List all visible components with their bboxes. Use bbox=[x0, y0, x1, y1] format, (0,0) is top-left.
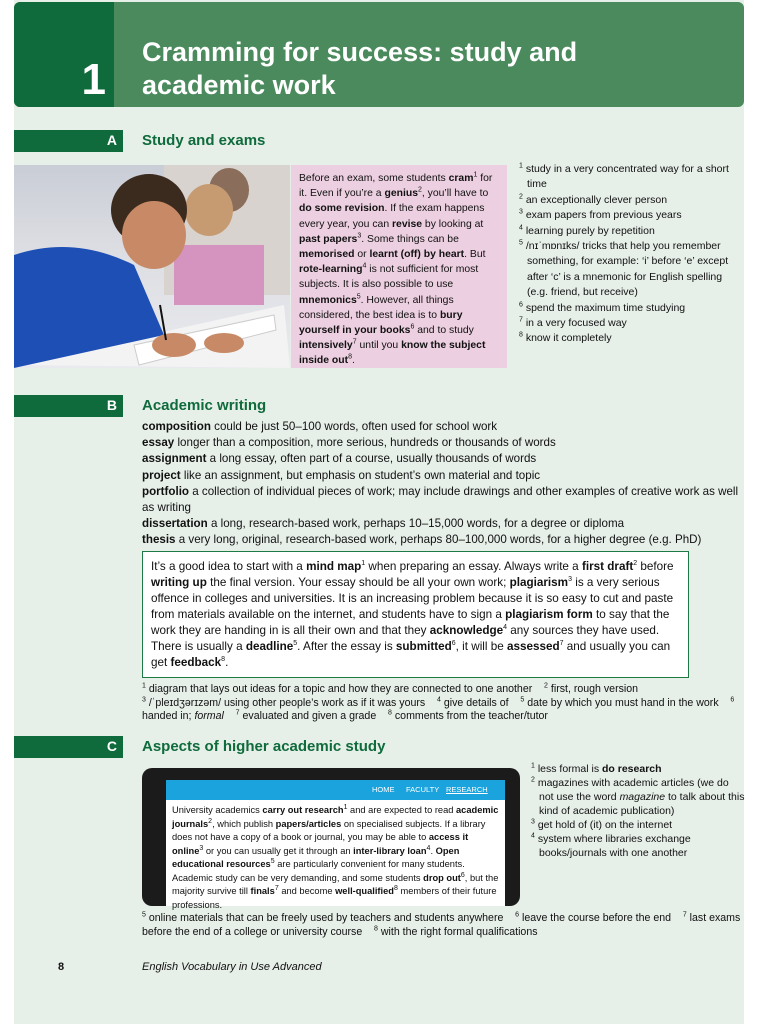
footnote-a-5: $^5$ /nɪˈmɒnɪks/ tricks that help you remember something, for example: ‘i’ before ‘e’ except after ‘c’ is a mnemonic for English spelling (e.g. friend, but receive) bbox=[519, 239, 729, 299]
footnote-a-3: $^3$ exam papers from previous years bbox=[519, 208, 682, 222]
definition-list bbox=[142, 419, 742, 549]
study-exams-text: Before an exam, some students cram$^1$ for it. Even if you’re a genius$^2$, you’ll have to do some revision. If the exam happens every year, you can revise by looking at past papers$^3$. Some things can be memorised or learnt (off) by heart. But rote-learning$^4$ is not sufficient for most subjects. It is also possible to use mnemonics$^5$. However, all things considered, the best idea is to bury yourself in your books$^6$ and to study intensively$^7$ until you know the subject inside out$^8$. bbox=[291, 165, 507, 368]
footnote-c-3: $^3$ get hold of (it) on the internet bbox=[531, 818, 673, 831]
section-tab-c: C bbox=[14, 736, 123, 758]
footnote-a-1: $^1$ study in a very concentrated way for a short time bbox=[519, 162, 729, 191]
students-exam-photo bbox=[14, 165, 290, 368]
definition-item: essay longer than a composition, more serious, hundreds or thousands of words bbox=[142, 436, 556, 450]
academic-writing-text: It’s a good idea to start with a mind map$^1$ when preparing an essay. Always write a first draft$^2$ before writing up the final version. Your essay should be all your own work; plagiarism$^3$ is a very serious offence in colleges and universities. It is an increasing problem because it is so easy to cut and paste from materials available on the internet, and students have to sign a plagiarism form to say that the work they are handing in is all their own and that they acknowledge$^4$ any sources they have used. There is usually a deadline$^5$. After the essay is submitted$^6$, it will be assessed$^7$ and usually you can get feedback$^8$. bbox=[142, 551, 689, 678]
nav-home-link[interactable]: HOME bbox=[372, 785, 395, 794]
footnote-c-4: $^4$ system where libraries exchange books/journals with one another bbox=[531, 832, 691, 859]
footnotes-section-c bbox=[531, 762, 746, 860]
footnote-c-1: $^1$ less formal is do research bbox=[531, 762, 662, 775]
page-number: 8 bbox=[58, 961, 65, 973]
section-tab-b: B bbox=[14, 395, 123, 417]
nav-faculty-link[interactable]: FACULTY bbox=[406, 785, 440, 794]
website-nav-bar bbox=[166, 780, 505, 800]
definition-item: project like an assignment, but emphasis on student’s own material and topic bbox=[142, 468, 541, 482]
section-a-title: Study and exams bbox=[142, 132, 266, 149]
footnote-a-6: $^6$ spend the maximum time studying bbox=[519, 301, 686, 314]
definition-item: composition could be just 50–100 words, often used for school work bbox=[142, 420, 498, 433]
footnote-a-7: $^7$ in a very focused way bbox=[519, 316, 627, 330]
chapter-title: Cramming for success: study and academic work bbox=[142, 37, 578, 100]
definition-item: assignment a long essay, often part of a course, usually thousands of words bbox=[142, 452, 537, 466]
footnotes-section-b: $^1$ diagram that lays out ideas for a topic and how they are connected to one another $^2$ first, rough version $^3$ /ˈpleɪdʒərɪzəm/ using other people’s work as if it was yours $^4$ give details of $^5$ date by which you must hand in the work $^6$ handed in; formal $^7$ evaluated and given a grade $^8$ comments from the teacher/tutor bbox=[142, 682, 735, 722]
book-title: English Vocabulary in Use Advanced bbox=[142, 961, 322, 973]
nav-research-link[interactable]: RESEARCH bbox=[446, 785, 488, 794]
footnote-a-4: $^4$ learning purely by repetition bbox=[519, 224, 655, 237]
footnote-a-2: $^2$ an exceptionally clever person bbox=[519, 193, 668, 206]
footnotes-section-c-bottom: $^5$ online materials that can be freely used by teachers and students anywhere $^6$ leave the course before the end $^7$ last exams before the end of a college or university course $^8$ with the right formal qualifications bbox=[142, 911, 741, 938]
definition-item: thesis a very long, original, research-based work, perhaps 80–100,000 words, for a higher degree (e.g. PhD) bbox=[142, 533, 702, 547]
definition-item: portfolio a collection of individual pieces of work; may include drawings and other examples of creative work as well as writing bbox=[142, 484, 739, 515]
footnote-c-2: $^2$ magazines with academic articles (we do not use the word magazine to talk about this kind of academic publication) bbox=[531, 776, 745, 817]
definition-item: dissertation a long, research-based work, perhaps 10–15,000 words, for a degree or diploma bbox=[142, 517, 625, 531]
chapter-number: 1 bbox=[81, 55, 106, 104]
higher-study-text: University academics carry out research$^1$ and are expected to read academic journals$^2$, which publish papers/articles on specialised subjects. If a library does not have a copy of a book or journal, you may be able to access it online$^3$ or you can usually get it through an inter-library loan$^4$. Open educational resources$^5$ are particularly convenient for many students. Academic study can be very demanding, and some students drop out$^6$, but the majority survive till finals$^7$ and become well-qualified$^8$ members of their future professions. bbox=[172, 803, 499, 910]
section-b-title: Academic writing bbox=[142, 397, 267, 414]
section-tab-a: A bbox=[14, 130, 123, 152]
tablet-screen bbox=[166, 780, 505, 910]
section-c-title: Aspects of higher academic study bbox=[142, 738, 386, 755]
chapter-number-box bbox=[14, 2, 114, 107]
footnote-a-8: $^8$ know it completely bbox=[519, 331, 612, 345]
footnotes-section-a bbox=[519, 162, 744, 347]
